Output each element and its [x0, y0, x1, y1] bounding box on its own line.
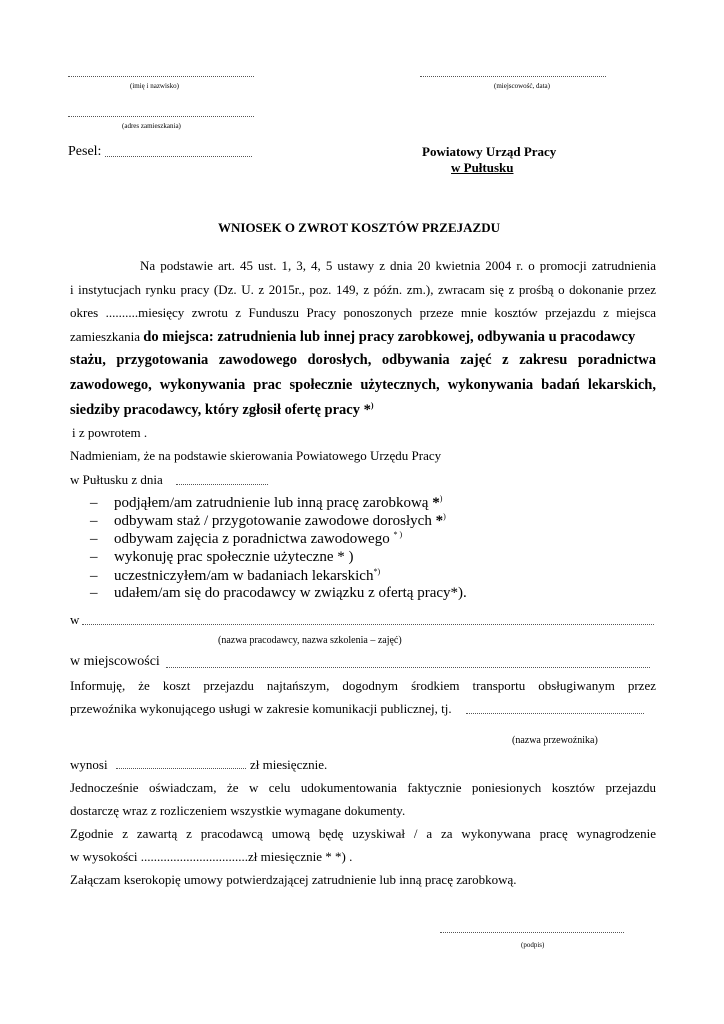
option-text: odbywam staż / przygotowanie zawodowe dorosłych	[114, 513, 436, 529]
option-mark: *	[432, 495, 440, 511]
option-sup: )	[443, 512, 446, 521]
amount-suffix: zł miesięcznie.	[250, 757, 328, 772]
place-date-caption: (miejscowość, data)	[494, 82, 550, 90]
dash-bullet: –	[90, 549, 98, 565]
option-text: wykonuję prac społecznie użyteczne * )	[114, 549, 354, 565]
salary-line-1: Zgodnie z zawartą z pracodawcą umową będę uzyskiwał / a za wykonywana pracę wynagrodzenie	[70, 826, 656, 841]
intro-line-4	[70, 328, 656, 346]
intro-line-4-normal: zamieszkania	[70, 329, 144, 344]
declare-line-1: Jednocześnie oświadczam, że w celu udokumentowania faktycznie poniesionych kosztów przejazdu	[70, 780, 656, 795]
amount-field-line[interactable]	[116, 768, 246, 769]
salary-line-2: w wysokości .................................zł miesięcznie * *) .	[70, 849, 353, 864]
amount-prefix: wynosi	[70, 757, 108, 772]
option-5	[90, 567, 380, 585]
attachment-line: Załączam kserokopię umowy potwierdzającej zatrudnienie lub inną pracę zarobkową.	[70, 872, 517, 887]
option-2	[90, 512, 446, 530]
intro-line-2: i instytucjach rynku pracy (Dz. U. z 2015r., poz. 149, z późn. zm.), zwracam się z prośbą o dokonanie przez	[70, 282, 656, 297]
office-city: w Pułtusku	[451, 160, 514, 175]
option-4	[90, 549, 353, 566]
option-sup: )	[439, 494, 443, 503]
footnote-mark: )	[370, 401, 374, 410]
referral-date-field-line[interactable]	[176, 484, 268, 485]
inform-line-1: Informuję, że koszt przejazdu najtańszym, dogodnym środkiem transportu obsługiwanym przez	[70, 678, 656, 693]
office-name: Powiatowy Urząd Pracy	[422, 144, 557, 159]
signature-field-line[interactable]	[440, 932, 624, 933]
dash-bullet: –	[90, 568, 98, 584]
intro-line-1: Na podstawie art. 45 ust. 1, 3, 4, 5 ustawy z dnia 20 kwietnia 2004 r. o promocji zatrudnienia	[140, 258, 656, 273]
option-1	[90, 494, 442, 512]
intro-bold-line-3: zawodowego, wykonywania prac społecznie użytecznych, wykonywania badań lekarskich,	[70, 377, 656, 393]
employer-field-line[interactable]	[82, 624, 654, 625]
inform-line-2: przewoźnika wykonującego usługi w zakresie komunikacji publicznej, tj.	[70, 701, 452, 716]
dash-bullet: –	[90, 531, 98, 547]
name-field-line[interactable]	[68, 76, 254, 77]
intro-line-3: okres ..........miesięcy zwrotu z Funduszu Pracy ponoszonych przeze mnie kosztów przejazdu z miejsca	[70, 305, 656, 320]
option-6	[90, 585, 467, 602]
intro-bold-line-4-text: siedziby pracodawcy, który zgłosił ofertę pracy *	[70, 401, 371, 418]
option-text: podjąłem/am zatrudnienie lub inną pracę zarobkową	[114, 495, 433, 511]
option-3	[90, 530, 402, 548]
signature-caption: (podpis)	[521, 941, 545, 949]
carrier-caption: (nazwa przewoźnika)	[512, 735, 598, 746]
mention-line: Nadmieniam, że na podstawie skierowania Powiatowego Urzędu Pracy	[70, 448, 442, 463]
option-sup: *)	[373, 567, 381, 576]
declare-line-2: dostarczę wraz z rozliczeniem wszystkie wymagane dokumenty.	[70, 803, 406, 818]
intro-line-4-bold: do miejsca: zatrudnienia lub innej pracy zarobkowej, odbywania u pracodawcy	[143, 329, 636, 345]
pesel-field-line[interactable]	[105, 156, 252, 157]
place-date-field-line[interactable]	[420, 76, 606, 77]
return-text: i z powrotem .	[72, 425, 148, 440]
date-line-label: w Pułtusku z dnia	[70, 472, 163, 487]
option-text: odbywam zajęcia z poradnictwa zawodowego	[114, 531, 394, 547]
option-text: udałem/am się do pracodawcy w związku z ofertą pracy*).	[114, 585, 467, 601]
town-label: w miejscowości	[70, 654, 160, 669]
employer-caption: (nazwa pracodawcy, nazwa szkolenia – zajęć)	[218, 635, 402, 646]
option-sup: * )	[393, 530, 403, 539]
option-mark: *	[435, 513, 444, 529]
carrier-field-line[interactable]	[466, 713, 644, 714]
dash-bullet: –	[90, 513, 98, 529]
name-caption: (imię i nazwisko)	[130, 82, 179, 90]
intro-bold-line-4	[70, 401, 374, 419]
option-text: uczestniczyłem/am w badaniach lekarskich	[114, 568, 374, 584]
employer-prefix: w	[70, 612, 80, 627]
address-field-line[interactable]	[68, 116, 254, 117]
pesel-label: Pesel:	[68, 144, 102, 159]
dash-bullet: –	[90, 585, 98, 601]
intro-bold-line-2: stażu, przygotowania zawodowego dorosłych, odbywania zajęć z zakresu poradnictwa	[70, 352, 656, 368]
page-title: WNIOSEK O ZWROT KOSZTÓW PRZEJAZDU	[218, 220, 500, 235]
dash-bullet: –	[90, 495, 98, 511]
town-field-line[interactable]	[166, 667, 650, 668]
address-caption: (adres zamieszkania)	[122, 122, 181, 130]
